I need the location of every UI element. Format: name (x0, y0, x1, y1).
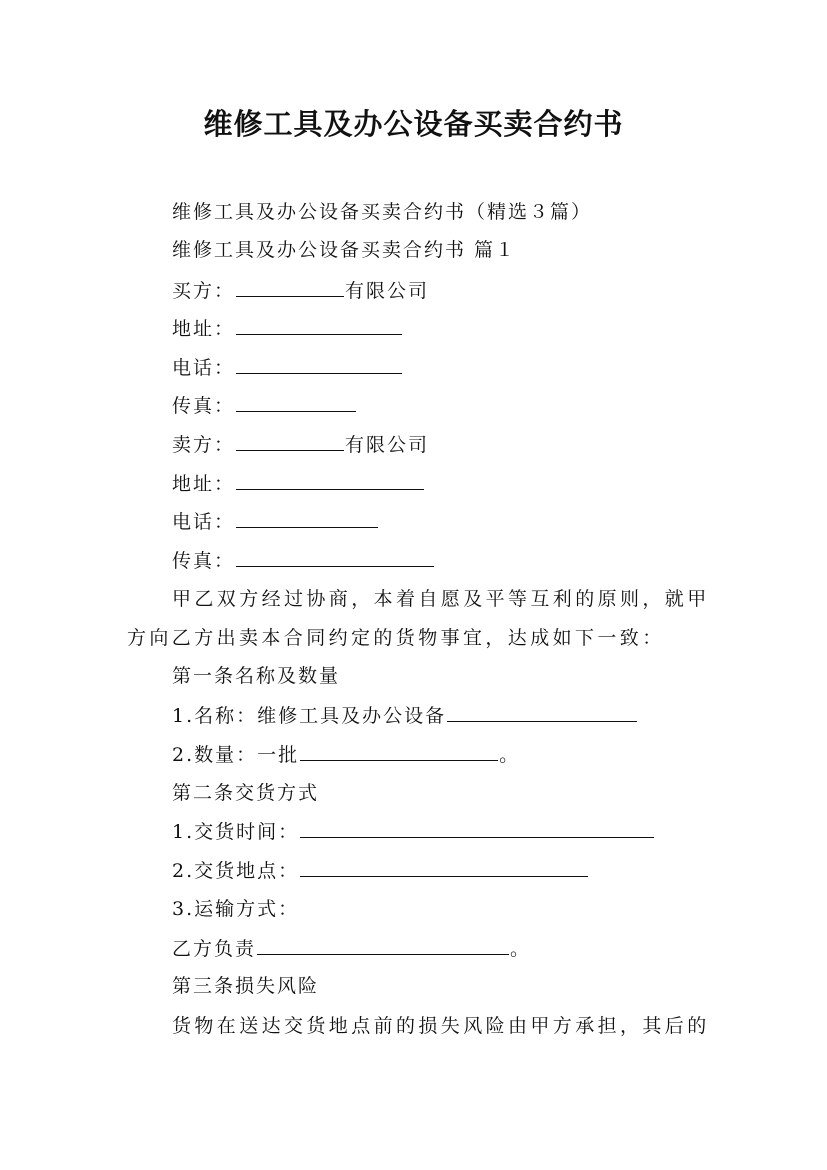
seller-fax-line (172, 547, 435, 574)
article-2-item-2-blank (300, 857, 588, 877)
document-title: 维修工具及办公设备买卖合约书 (203, 107, 624, 141)
article-1-item-1 (172, 702, 638, 729)
article-1-item-2-blank (300, 741, 498, 761)
article-2-item-3-detail-blank (257, 935, 509, 955)
article-3-heading: 第三条损失风险 (172, 975, 320, 997)
seller-address-blank (236, 470, 424, 490)
buyer-company-label: 买方： (172, 280, 236, 302)
article-2-item-3: 3.运输方式： (172, 898, 300, 920)
article-2-item-1 (172, 818, 655, 845)
article-1-item-1-text: 1.名称：维修工具及办公设备 (172, 705, 447, 727)
intro-paragraph-line-2: 方向乙方出卖本合同约定的货物事宜，达成如下一致： (127, 627, 665, 649)
buyer-fax-label: 传真： (172, 395, 236, 417)
seller-fax-blank (236, 547, 434, 567)
buyer-address-blank (236, 315, 402, 335)
seller-phone-blank (236, 508, 378, 528)
seller-phone-line (172, 508, 379, 535)
seller-company-blank (236, 431, 344, 451)
article-2-item-3-detail (172, 935, 531, 962)
buyer-phone-line (172, 354, 403, 381)
seller-fax-label: 传真： (172, 550, 236, 572)
article-2-item-2-text: 2.交货地点： (172, 860, 300, 882)
article-1-item-2 (172, 741, 520, 768)
buyer-company-blank (236, 277, 344, 297)
seller-company-label: 卖方： (172, 434, 236, 456)
article-1-heading: 第一条名称及数量 (172, 665, 341, 687)
article-2-item-1-text: 1.交货时间： (172, 821, 300, 843)
buyer-phone-blank (236, 354, 402, 374)
buyer-address-label: 地址： (172, 318, 236, 340)
buyer-phone-label: 电话： (172, 357, 236, 379)
article-1-item-2-suffix: 。 (499, 744, 521, 766)
article-2-item-3-detail-suffix: 。 (510, 938, 532, 960)
document-subtitle: 维修工具及办公设备买卖合约书（精选３篇） (172, 201, 593, 223)
intro-paragraph-line-1: 甲乙双方经过协商，本着自愿及平等互利的原则，就甲 (172, 588, 710, 610)
article-2-heading: 第二条交货方式 (172, 782, 320, 804)
buyer-address-line (172, 315, 403, 342)
buyer-fax-line (172, 392, 357, 419)
buyer-company-suffix: 有限公司 (345, 280, 430, 302)
seller-address-label: 地址： (172, 473, 236, 495)
article-2-item-1-blank (300, 818, 654, 838)
buyer-fax-blank (236, 392, 356, 412)
article-1-item-2-text: 2.数量：一批 (172, 744, 300, 766)
article-3-body-line-1: 货物在送达交货地点前的损失风险由甲方承担，其后的 (172, 1015, 710, 1037)
seller-company-line (172, 431, 429, 458)
seller-address-line (172, 470, 425, 497)
seller-phone-label: 电话： (172, 511, 236, 533)
buyer-company-line (172, 277, 429, 304)
article-2-item-2 (172, 857, 589, 884)
article-2-item-3-detail-text: 乙方负责 (172, 938, 257, 960)
part-heading: 维修工具及办公设备买卖合约书 篇１ (172, 239, 517, 261)
seller-company-suffix: 有限公司 (345, 434, 430, 456)
article-1-item-1-blank (447, 702, 637, 722)
